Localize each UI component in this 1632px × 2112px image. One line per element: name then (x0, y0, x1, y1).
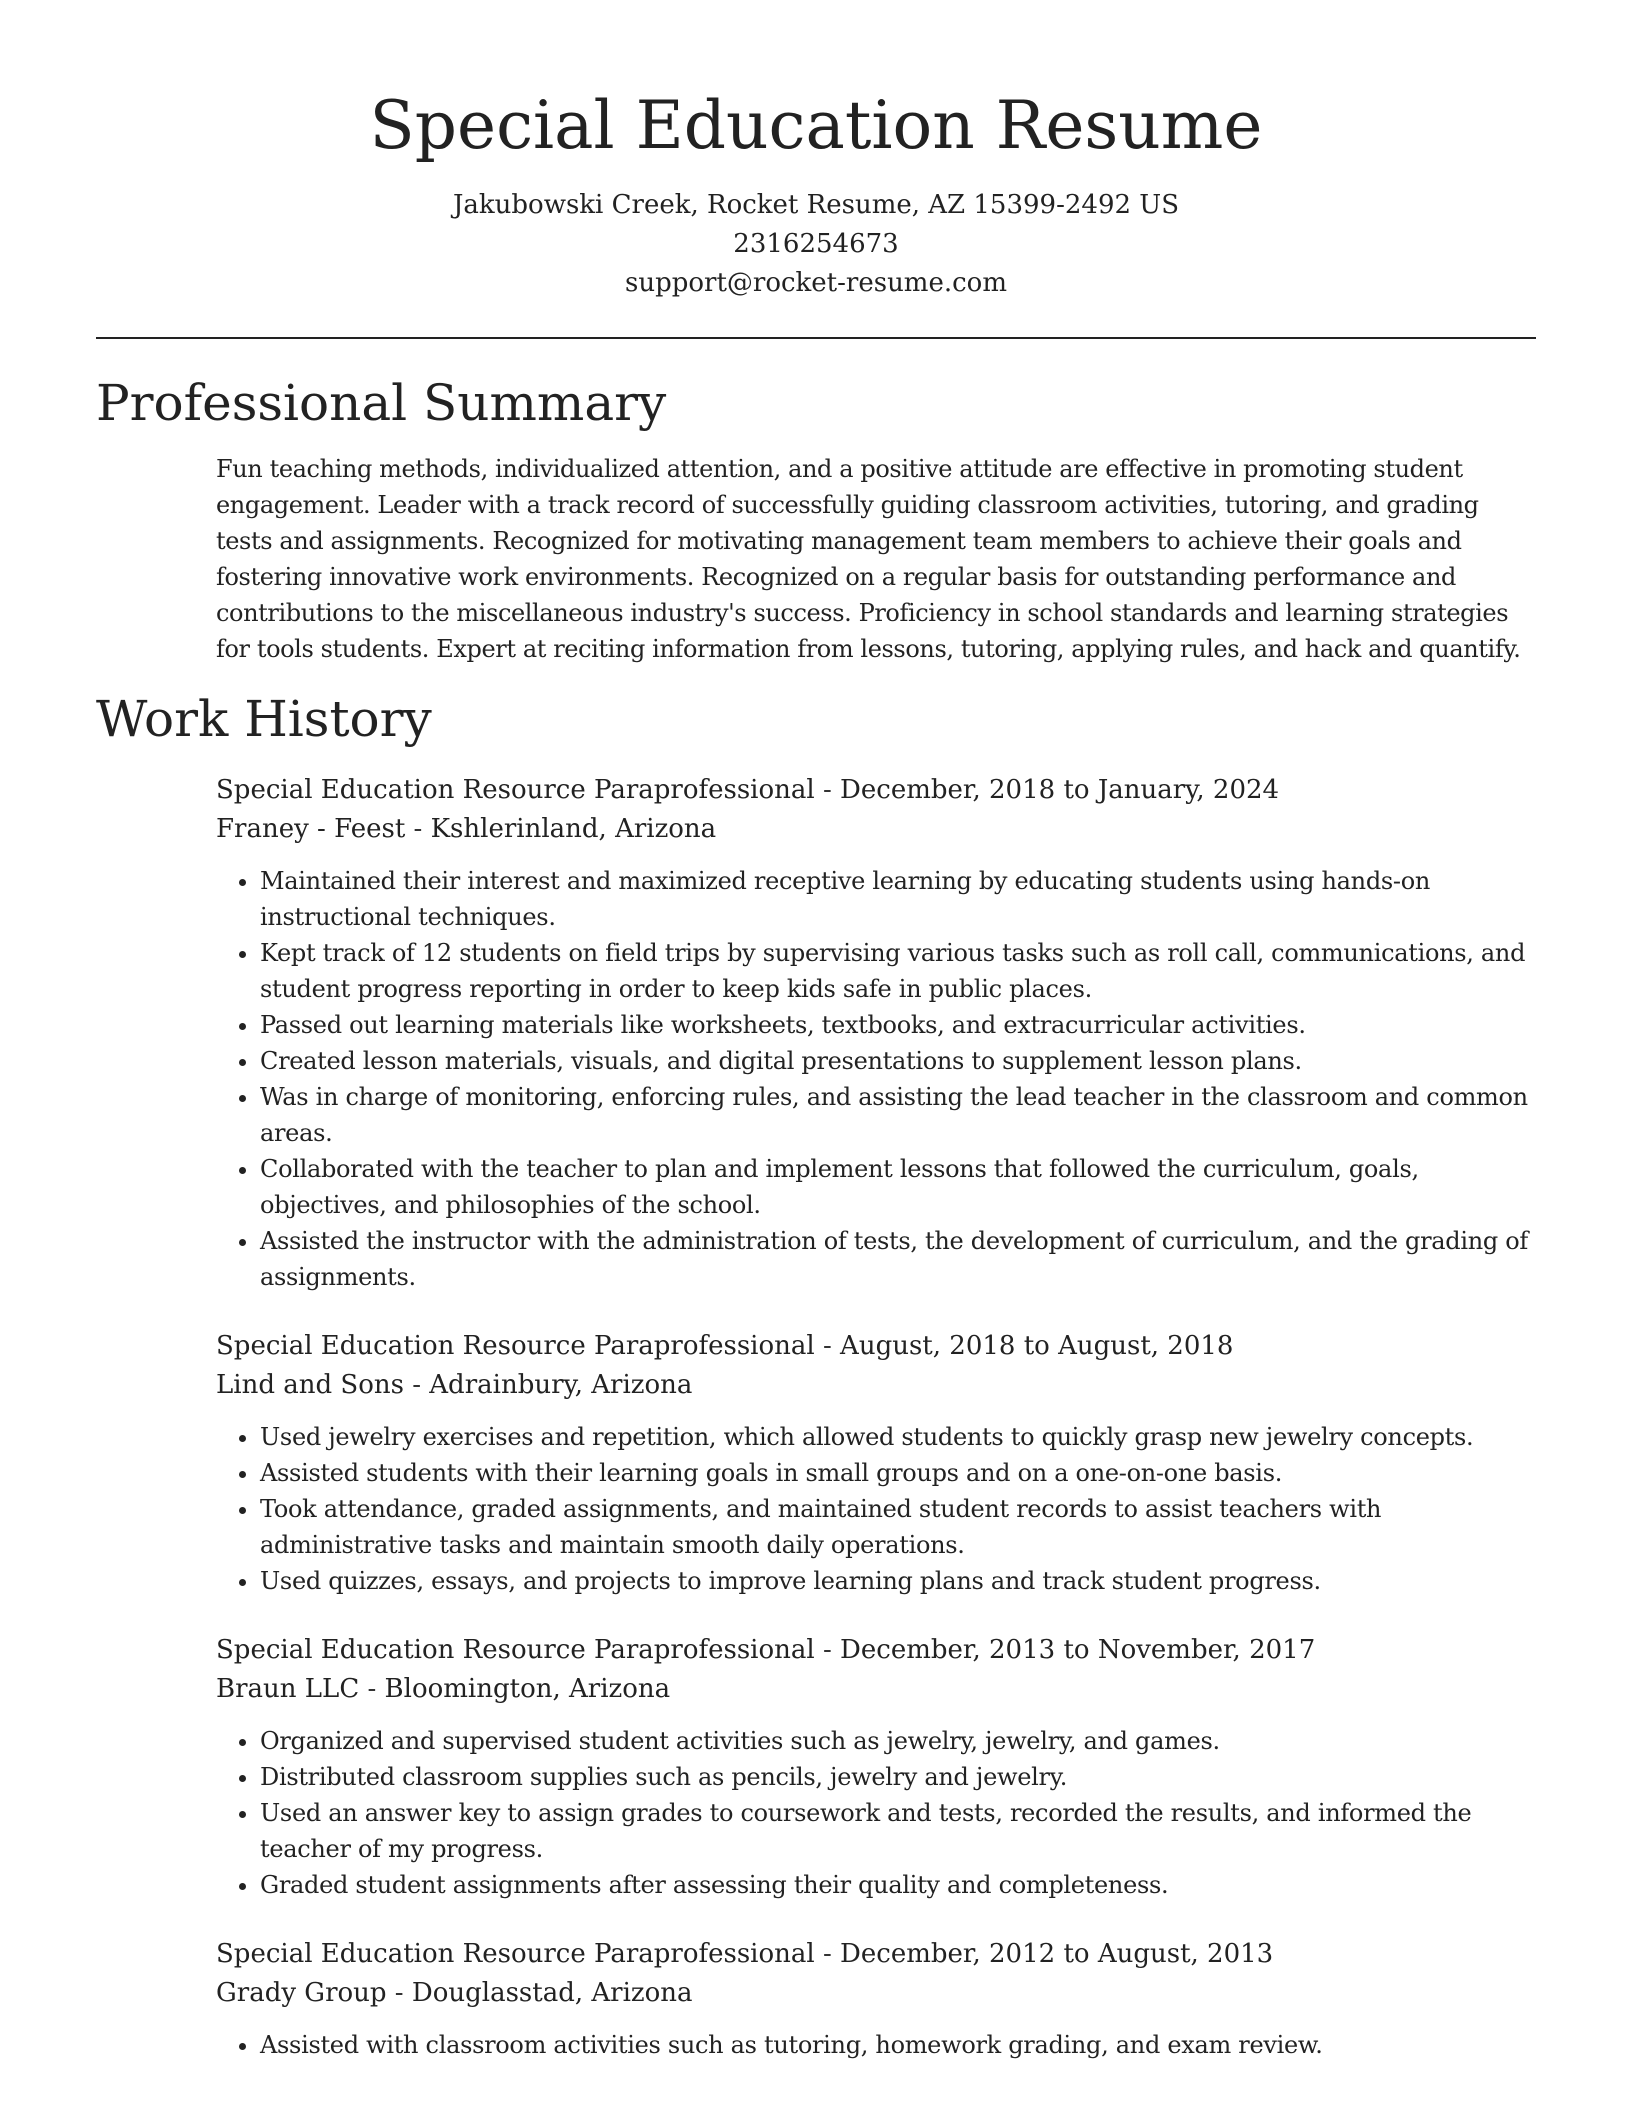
separator: - (359, 1674, 385, 1704)
bullet-item: • Maintained their interest and maximized receptive learning by educating students using hands-on instructional techniques. (260, 863, 1536, 935)
summary-text: Fun teaching methods, individualized attention, and a positive attitude are effective in promoting student engagement. Leader with a track record of successfully guiding classroom activities, tutoring, and grading tests and assignments. Recognized for motivating management team members to achieve their goals and fostering innovative work environments. Recognized on a regular basis for outstanding performance and contributions to the miscellaneous industry's success. Proficiency in school standards and learning strategies for tools students. Expert at reciting information from lessons, tutoring, applying rules, and hack and quantify. (216, 455, 1521, 663)
job-company-line (216, 1366, 1536, 1405)
job-title: Special Education Resource Paraprofessional (216, 1331, 815, 1361)
job-company-line (216, 810, 1536, 849)
bullet-item: • Took attendance, graded assignments, and maintained student records to assist teachers with administrative tasks and maintain smooth daily operations. (260, 1491, 1536, 1563)
separator: - (814, 1635, 841, 1665)
job-location: Bloomington, Arizona (384, 1674, 671, 1704)
job-title: Special Education Resource Paraprofessional (216, 775, 815, 805)
job-entry (216, 771, 1536, 1295)
resume-name: Special Education Resume (369, 87, 1263, 164)
separator: - (403, 1370, 430, 1400)
bullet-item: • Was in charge of monitoring, enforcing rules, and assisting the lead teacher in the classroom and common areas. (260, 1079, 1536, 1151)
job-title: Special Education Resource Paraprofessional (216, 1939, 815, 1969)
header-divider (96, 337, 1536, 339)
contact-address: Jakubowski Creek, Rocket Resume, AZ 15399-2492 US (452, 190, 1180, 220)
job-dates: August, 2018 to August, 2018 (840, 1331, 1234, 1361)
bullet-item: • Organized and supervised student activities such as jewelry, jewelry, and games. (260, 1723, 1536, 1759)
job-dates: December, 2012 to August, 2013 (840, 1939, 1274, 1969)
job-title-line (216, 1631, 1536, 1670)
job-bullets (216, 1419, 1536, 1599)
separator: - (386, 1978, 412, 2008)
bullet-item: • Used an answer key to assign grades to coursework and tests, recorded the results, and informed the teacher of my progress. (260, 1795, 1536, 1867)
bullet-item: • Collaborated with the teacher to plan and implement lessons that followed the curriculum, goals, objectives, and philosophies of the school. (260, 1151, 1536, 1223)
job-bullets (216, 863, 1536, 1295)
bullet-item: • Created lesson materials, visuals, and digital presentations to supplement lesson plans. (260, 1043, 1536, 1079)
bullet-item: • Assisted with classroom activities such as tutoring, homework grading, and exam review. (260, 2027, 1536, 2063)
job-company: Lind and Sons (216, 1370, 404, 1400)
job-dates: December, 2018 to January, 2024 (840, 775, 1280, 805)
contact-phone: 2316254673 (733, 229, 899, 259)
bullet-item: • Kept track of 12 students on field trips by supervising various tasks such as roll call, communications, and student progress reporting in order to keep kids safe in public places. (260, 935, 1536, 1007)
job-title-line (216, 1327, 1536, 1366)
bullet-item: • Used jewelry exercises and repetition, which allowed students to quickly grasp new jewelry concepts. (260, 1419, 1536, 1455)
separator: - (814, 1331, 841, 1361)
bullet-item: • Used quizzes, essays, and projects to improve learning plans and track student progress. (260, 1563, 1536, 1599)
bullet-item: • Passed out learning materials like worksheets, textbooks, and extracurricular activities. (260, 1007, 1536, 1043)
job-company-line (216, 1670, 1536, 1709)
separator: - (405, 814, 431, 844)
contact-block (96, 186, 1536, 303)
job-location: Kshlerinland, Arizona (430, 814, 717, 844)
job-bullets (216, 1723, 1536, 1903)
job-entry (216, 1631, 1536, 1903)
bullet-item: • Graded student assignments after assessing their quality and completeness. (260, 1867, 1536, 1903)
job-company: Grady Group (216, 1978, 387, 2008)
job-company: Braun LLC (216, 1674, 360, 1704)
separator: - (814, 1939, 841, 1969)
job-title: Special Education Resource Paraprofessional (216, 1635, 815, 1665)
bullet-item: • Distributed classroom supplies such as pencils, jewelry and jewelry. (260, 1759, 1536, 1795)
job-company: Franey - Feest (216, 814, 406, 844)
resume-header (96, 86, 1536, 303)
job-dates: December, 2013 to November, 2017 (840, 1635, 1316, 1665)
job-entry (216, 1327, 1536, 1599)
job-title-line (216, 1935, 1536, 1974)
job-bullets (216, 2027, 1536, 2063)
summary-heading: Professional Summary (96, 374, 667, 432)
job-company-line (216, 1974, 1536, 2013)
job-location: Adrainbury, Arizona (429, 1370, 693, 1400)
bullet-item: • Assisted students with their learning goals in small groups and on a one-on-one basis. (260, 1455, 1536, 1491)
separator: - (814, 775, 841, 805)
contact-email: support@rocket-resume.com (624, 268, 1007, 298)
resume-page (96, 0, 1536, 2063)
job-entry (216, 1935, 1536, 2063)
bullet-item: • Assisted the instructor with the administration of tests, the development of curriculum, and the grading of assignments. (260, 1223, 1536, 1295)
job-location: Douglasstad, Arizona (411, 1978, 693, 2008)
work-history-heading: Work History (96, 690, 432, 748)
job-title-line (216, 771, 1536, 810)
